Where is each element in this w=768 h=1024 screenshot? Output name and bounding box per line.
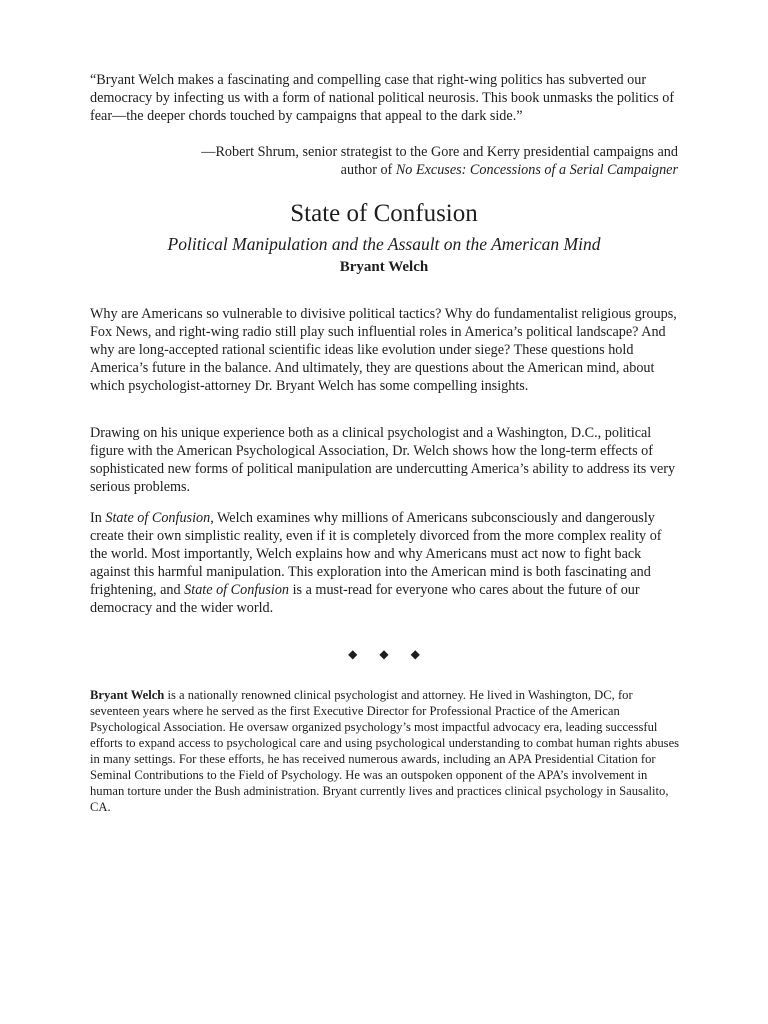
p3-book-title-1: State of Confusion (105, 510, 211, 526)
book-title: State of Confusion (290, 200, 478, 227)
author-bio (90, 687, 682, 815)
book-subtitle: Political Manipulation and the Assault on the American Mind (167, 234, 601, 254)
p3-middle: , Welch examines why millions of Americans subconsciously and dangerously create their own simplistic reality, even if it is completely divorced from the more complex reality of the world. Most importantly, Welch explains how and why Americans must act now to fight back against this harmful manipulation. This exploration into the American mind is both fascinating and frightening, and (90, 510, 662, 598)
bio-text: is a nationally renowned clinical psychologist and attorney. He lived in Washington, DC, for seventeen years where he served as the first Executive Director for Professional Practice of the American Psychological Association. He oversaw organized psychology’s most impactful advocacy era, leading successful efforts to expand access to psychological care and using psychological understanding to combat human rights abuses in many settings. For these efforts, he has received numerous awards, including an APA Presidential Citation for Seminal Contributions to the Field of Psychology. He was an outspoken opponent of the APA’s involvement in human torture under the Bush administration. Bryant currently lives and practices clinical psychology in Sausalito, CA. (90, 688, 680, 814)
attribution-line: —Robert Shrum, senior strategist to the Gore and Kerry presidential campaigns and (201, 144, 678, 160)
description-paragraph-3 (90, 509, 682, 617)
attribution-prefix: author of (340, 162, 396, 178)
description-paragraph-2: Drawing on his unique experience both as a clinical psychologist and a Washington, D.C., political figure with the American Psychological Association, Dr. Welch shows how the long-term effects of sophisticated new forms of political manipulation are undercutting America’s ability to address its very serious problems. (90, 425, 676, 495)
book-author: Bryant Welch (339, 259, 429, 275)
bio-author-name: Bryant Welch (90, 688, 165, 702)
p3-end: is a must-read for everyone who cares about the future of our democracy and the wider world. (90, 582, 640, 616)
diamond-ornament-divider: ◆◆◆ (348, 647, 442, 661)
endorsement-quote: “Bryant Welch makes a fascinating and compelling case that right-wing politics has subverted our democracy by infecting us with a form of national political neurosis. This book unmasks the politics of fear—the deeper chords touched by campaigns that appeal to the dark side.” (90, 72, 675, 124)
p3-in: In (90, 510, 106, 526)
attribution-book-title: No Excuses: Concessions of a Serial Campaigner (395, 162, 678, 178)
description-paragraph-1: Why are Americans so vulnerable to divisive political tactics? Why do fundamentalist religious groups, Fox News, and right-wing radio still play such influential roles in America’s political landscape? And why are long-accepted rational scientific ideas like evolution under siege? These questions hold America’s future in the balance. And ultimately, they are questions about the American mind, about which psychologist-attorney Dr. Bryant Welch has some compelling insights. (90, 306, 677, 394)
endorsement-attribution (150, 143, 678, 179)
p3-book-title-2: State of Confusion (184, 582, 290, 598)
